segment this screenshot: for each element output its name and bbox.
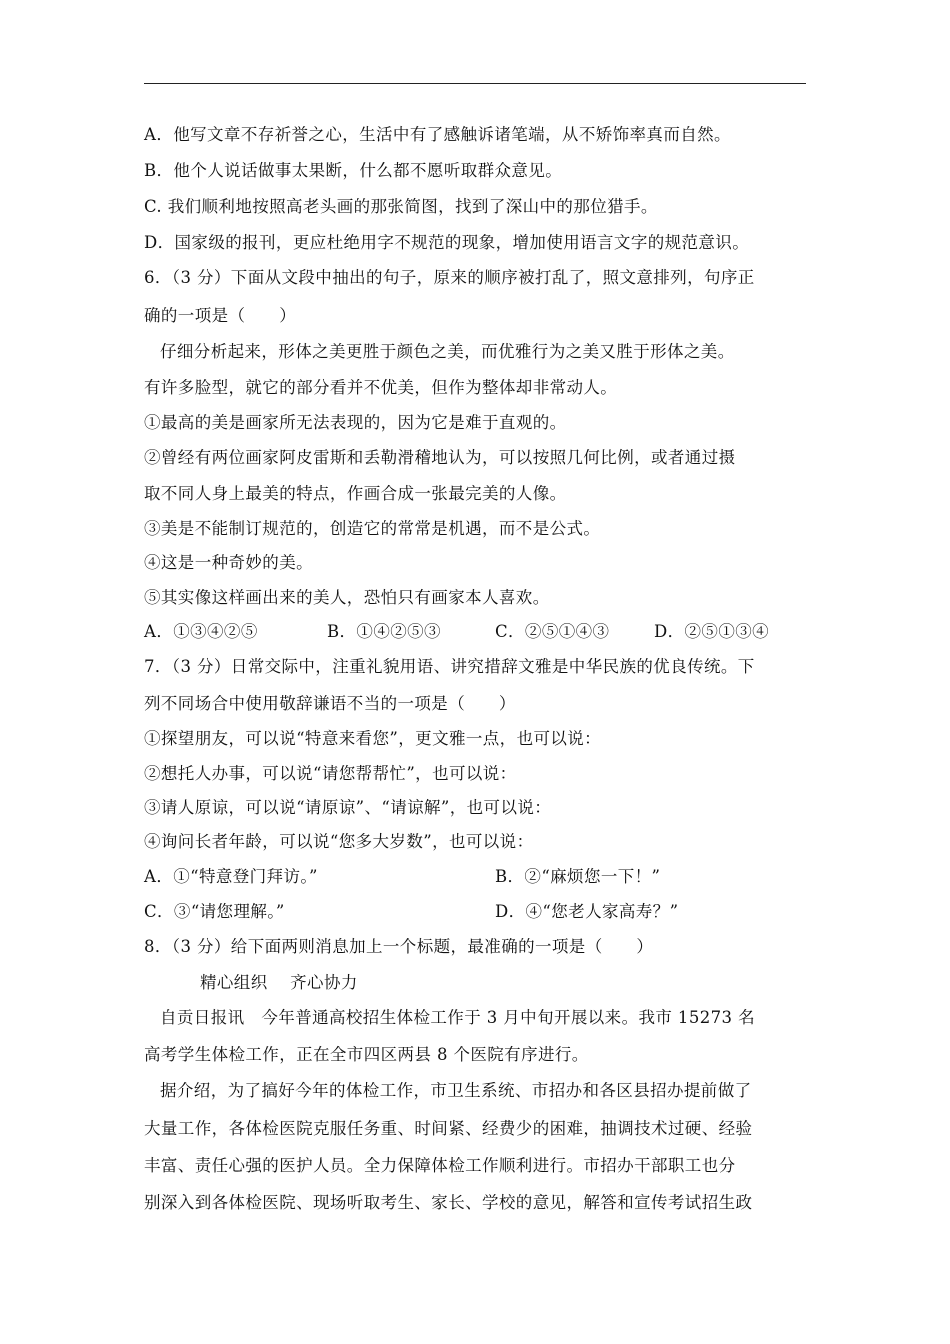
q7-option-c: C．③“请您理解。” (144, 902, 285, 921)
q8-article-line-2: 高考学生体检工作，正在全市四区两县 8 个医院有序进行。 (144, 1045, 589, 1064)
q7-item-1: ①探望朋友，可以说“特意来看您”，更文雅一点，也可以说： (144, 729, 602, 748)
q7-item-4: ④询问长者年龄，可以说“您多大岁数”，也可以说： (144, 832, 534, 851)
q8-article-heading: 精心组织 齐心协力 (200, 973, 358, 992)
q7-option-a: A．①“特意登门拜访。” (144, 867, 318, 886)
q7-option-b: B．②“麻烦您一下！” (495, 867, 661, 886)
q6-sentence-4: ④这是一种奇妙的美。 (144, 553, 313, 572)
q8-article-line-3: 据介绍，为了搞好今年的体检工作，市卫生系统、市招办和各区县招办提前做了 (160, 1081, 752, 1100)
q7-item-3: ③请人原谅，可以说“请原谅”、“请谅解”，也可以说： (144, 798, 552, 817)
q6-stem-line-2: 确的一项是（ ） (144, 306, 297, 325)
q5-option-c: C. 我们顺利地按照高老头画的那张简图，找到了深山中的那位猎手。 (144, 197, 658, 216)
q6-stem-line-1: 6．（3 分）下面从文段中抽出的句子，原来的顺序被打乱了，照文意排列，句序正 (144, 268, 755, 287)
q6-passage-line-2: 有许多脸型，就它的部分看并不优美，但作为整体却非常动人。 (144, 378, 618, 397)
q7-stem-line-2: 列不同场合中使用敬辞谦语不当的一项是（ ） (144, 694, 516, 713)
q6-sentence-3: ③美是不能制订规范的，创造它的常常是机遇，而不是公式。 (144, 519, 601, 538)
q6-option-d: D．②⑤①③④ (654, 622, 770, 641)
q5-option-a: A．他写文章不存祈誉之心，生活中有了感触诉诸笔端，从不矫饰率真而自然。 (144, 125, 731, 144)
q7-stem-line-1: 7．（3 分）日常交际中，注重礼貌用语、讲究措辞文雅是中华民族的优良传统。下 (144, 657, 755, 676)
q8-article-line-5: 丰富、责任心强的医护人员。全力保障体检工作顺利进行。市招办干部职工也分 (144, 1156, 736, 1175)
q7-option-d: D．④“您老人家高寿？” (495, 902, 679, 921)
q6-sentence-2-line-2: 取不同人身上最美的特点，作画合成一张最完美的人像。 (144, 484, 567, 503)
q6-option-b: B．①④②⑤③ (327, 622, 441, 641)
q8-article-line-4: 大量工作，各体检医院克服任务重、时间紧、经费少的困难，抽调技术过硬、经验 (144, 1119, 753, 1138)
q8-article-line-1: 自贡日报讯 今年普通高校招生体检工作于 3 月中旬开展以来。我市 15273 名 (160, 1008, 755, 1027)
q6-sentence-5: ⑤其实像这样画出来的美人，恐怕只有画家本人喜欢。 (144, 588, 550, 607)
q6-option-a: A．①③④②⑤ (144, 622, 258, 641)
header-rule (144, 83, 806, 84)
q8-stem: 8．（3 分）给下面两则消息加上一个标题，最准确的一项是（ ） (144, 937, 654, 956)
q6-option-c: C．②⑤①④③ (495, 622, 610, 641)
q7-item-2: ②想托人办事，可以说“请您帮帮忙”，也可以说： (144, 764, 517, 783)
q5-option-d: D．国家级的报刊，更应杜绝用字不规范的现象，增加使用语言文字的规范意识。 (144, 233, 750, 252)
q8-article-line-6: 别深入到各体检医院、现场听取考生、家长、学校的意见，解答和宣传考试招生政 (144, 1193, 753, 1212)
q6-sentence-1: ①最高的美是画家所无法表现的，因为它是难于直观的。 (144, 413, 567, 432)
q5-option-b: B．他个人说话做事太果断，什么都不愿听取群众意见。 (144, 161, 563, 180)
q6-sentence-2-line-1: ②曾经有两位画家阿皮雷斯和丢勒滑稽地认为，可以按照几何比例，或者通过摄 (144, 448, 736, 467)
q6-passage-line-1: 仔细分析起来，形体之美更胜于颜色之美，而优雅行为之美又胜于形体之美。 (160, 342, 735, 361)
